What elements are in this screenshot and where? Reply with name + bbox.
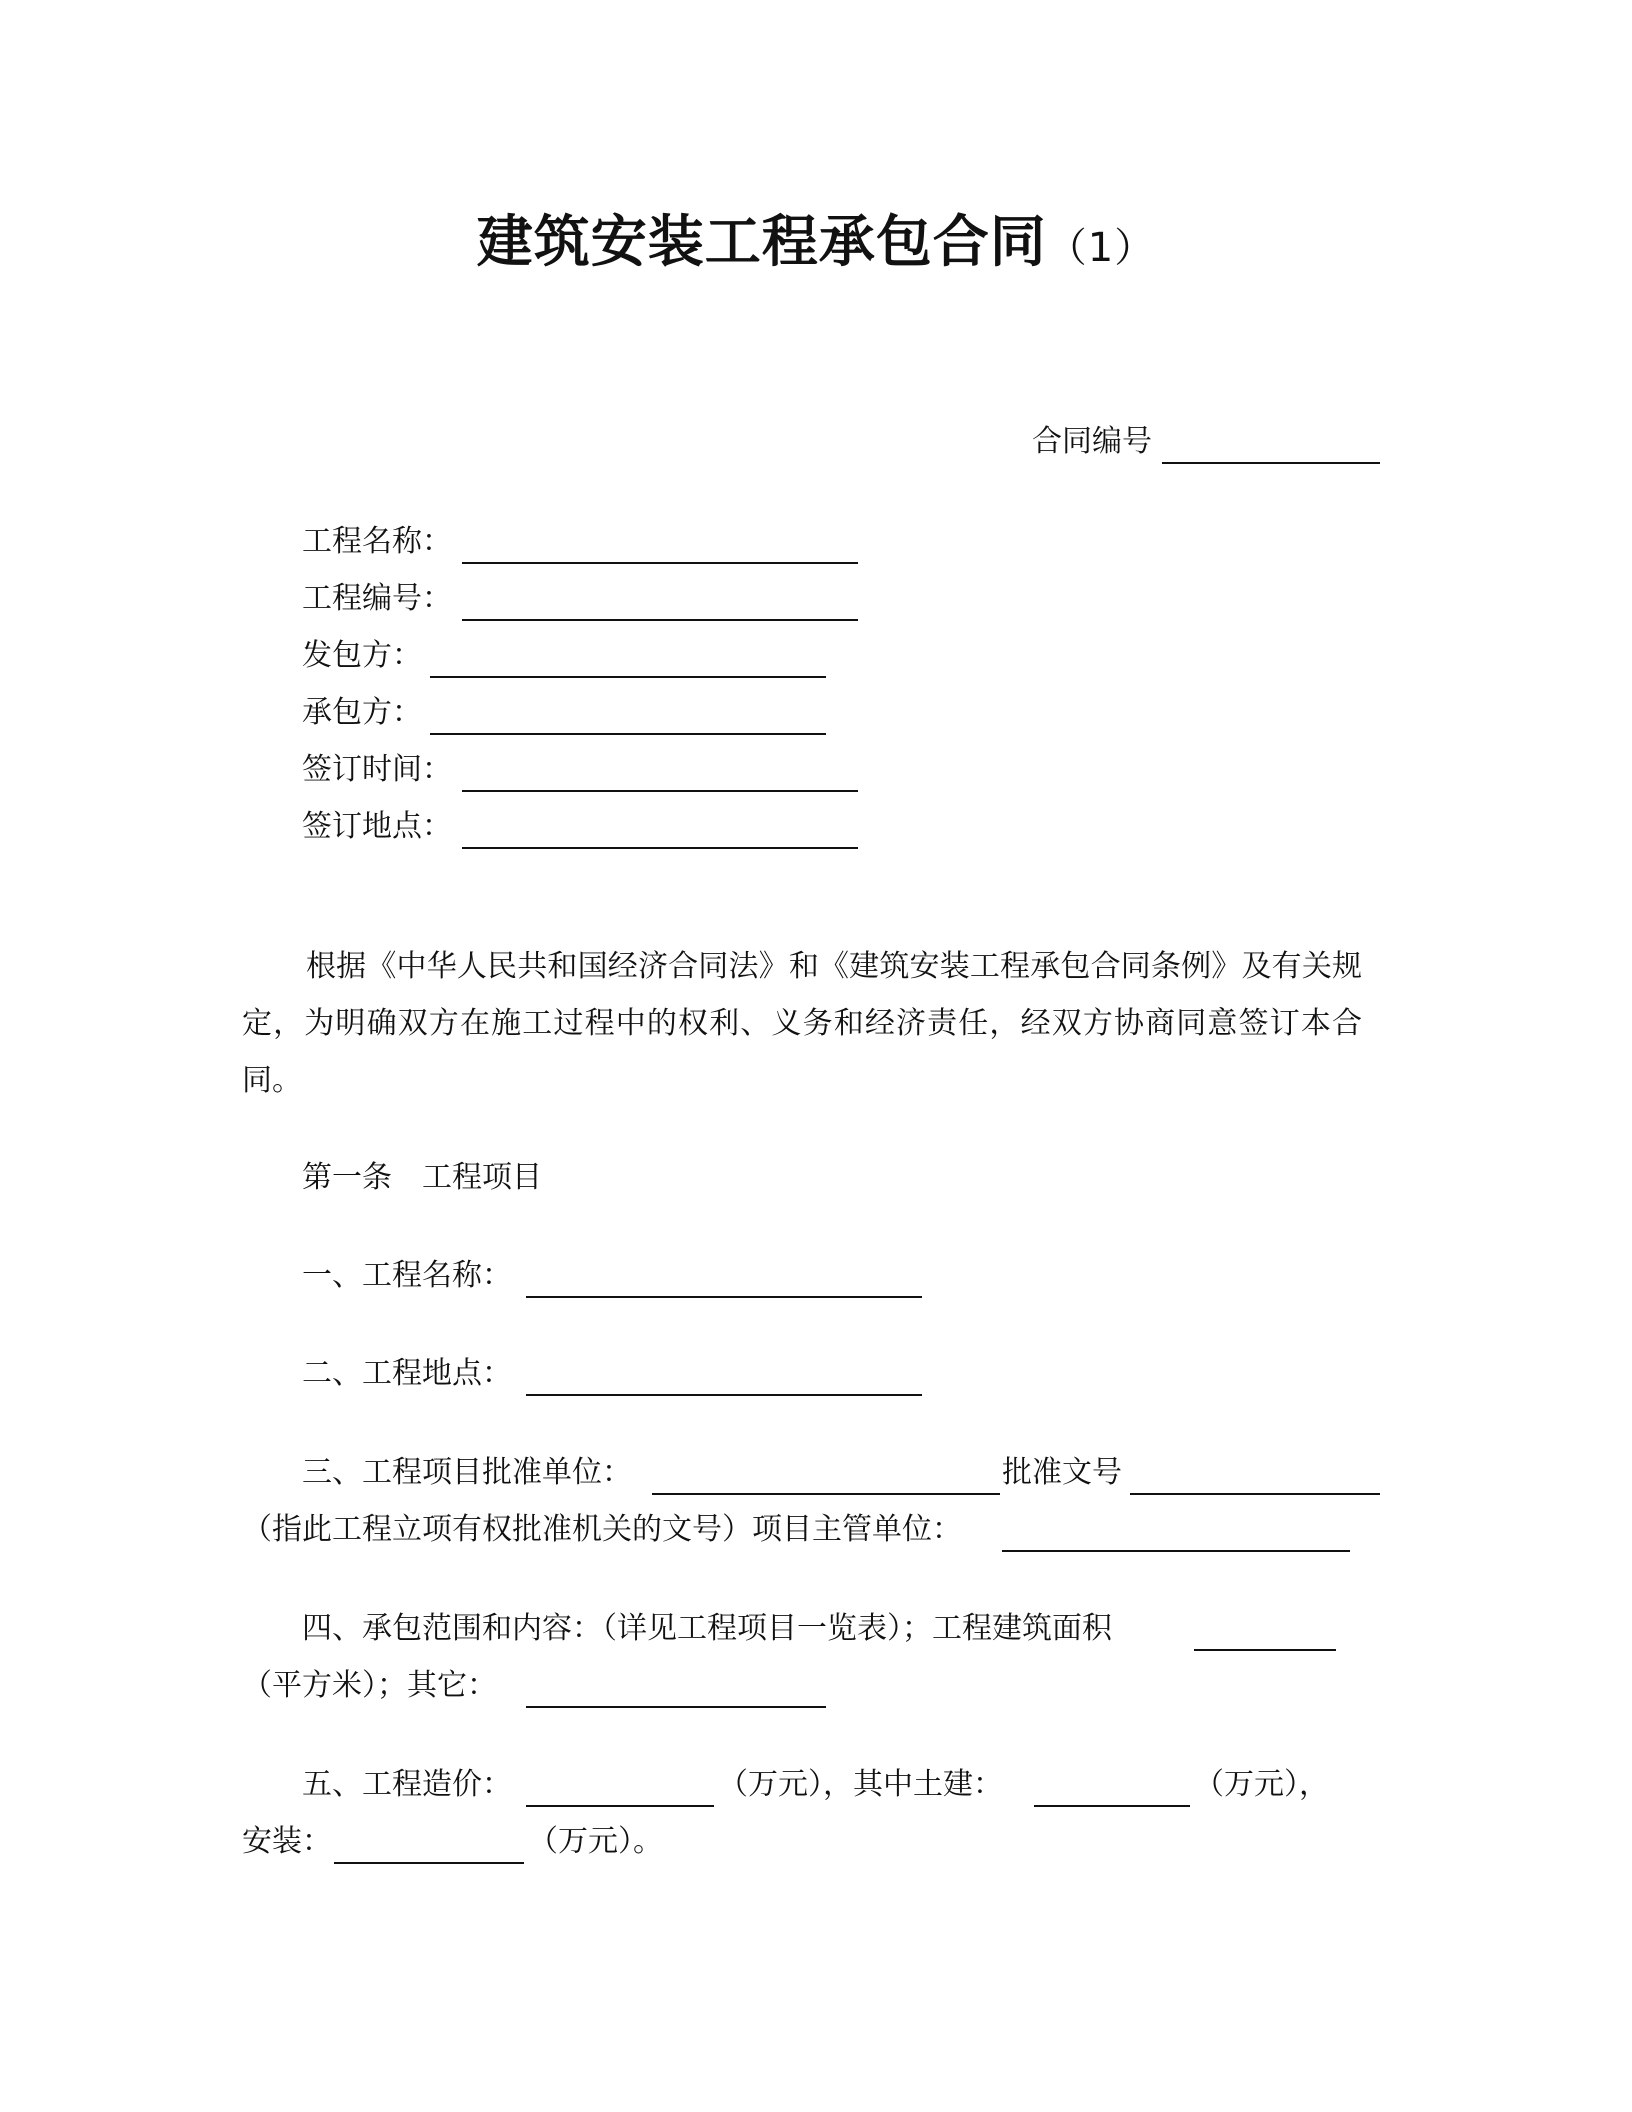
title-main: 建筑安装工程承包合同: [476, 210, 1047, 275]
field-project-no-blank: [462, 619, 858, 621]
item-approval-note: （指此工程立项有权批准机关的文号）项目主管单位：: [242, 1512, 962, 1547]
item-civil-unit: （万元），: [1194, 1767, 1329, 1802]
item-approval-no-label: 批准文号: [1002, 1455, 1122, 1490]
item-cost-blank: [526, 1805, 714, 1807]
item-project-name-label: 一、工程名称：: [302, 1258, 512, 1293]
document-title: [0, 198, 1632, 278]
item-approval-unit-label: 三、工程项目批准单位：: [302, 1455, 632, 1490]
field-project-name-blank: [462, 562, 858, 564]
item-area-blank: [1194, 1649, 1336, 1651]
field-sign-place-label: 签订地点：: [302, 809, 452, 844]
field-contractor-label: 承包方：: [302, 695, 422, 730]
item-install-blank: [334, 1862, 524, 1864]
item-project-name-blank: [526, 1296, 922, 1298]
item-project-site-blank: [526, 1394, 922, 1396]
item-approval-no-blank: [1130, 1493, 1380, 1495]
item-supervisor-blank: [1002, 1550, 1350, 1552]
article-heading: 第一条 工程项目: [302, 1160, 542, 1195]
item-install-unit: （万元）。: [528, 1824, 663, 1859]
field-employer-label: 发包方：: [302, 638, 422, 673]
item-scope-unit: （平方米）；其它：: [242, 1668, 497, 1703]
field-contractor-blank: [430, 733, 826, 735]
field-employer-blank: [430, 676, 826, 678]
contract-no-blank: [1162, 462, 1380, 464]
item-civil-blank: [1034, 1805, 1190, 1807]
item-project-site-label: 二、工程地点：: [302, 1356, 512, 1391]
item-other-blank: [526, 1706, 826, 1708]
contract-no-label: 合同编号: [1032, 424, 1152, 459]
field-project-name-label: 工程名称：: [302, 524, 452, 559]
field-sign-date-blank: [462, 790, 858, 792]
item-cost-label: 五、工程造价：: [302, 1767, 512, 1802]
field-sign-date-label: 签订时间：: [302, 752, 452, 787]
title-suffix: （1）: [1046, 225, 1156, 271]
item-install-label: 安装：: [242, 1824, 332, 1859]
item-approval-unit-blank: [652, 1493, 1000, 1495]
preamble-paragraph: 根据《中华人民共和国经济合同法》和《建筑安装工程承包合同条例》及有关规定，为明确双方在施工过程中的权利、义务和经济责任，经双方协商同意签订本合同。: [242, 949, 1362, 1098]
item-cost-unit-civil: （万元），其中土建：: [718, 1767, 1003, 1802]
field-sign-place-blank: [462, 847, 858, 849]
field-project-no-label: 工程编号：: [302, 581, 452, 616]
item-scope-label: 四、承包范围和内容：（详见工程项目一览表）；工程建筑面积: [302, 1611, 1112, 1646]
